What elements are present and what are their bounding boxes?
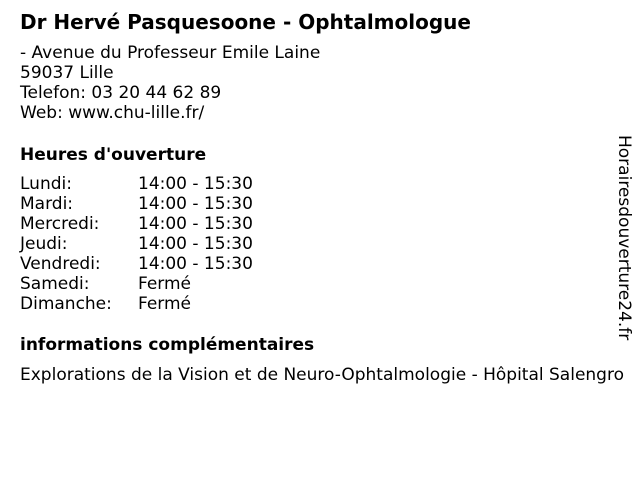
day-label: Mardi:: [20, 194, 74, 214]
site-watermark: Horairesdouverture24.fr: [614, 135, 634, 341]
hours-row-friday: [20, 254, 253, 274]
website: Web: www.chu-lille.fr/: [20, 103, 205, 123]
info-text: Explorations de la Vision et de Neuro-Ophtalmologie - Hôpital Salengro: [20, 365, 624, 385]
time-value: 14:00 - 15:30: [138, 174, 253, 194]
hours-row-monday: [20, 174, 253, 194]
hours-heading: Heures d'ouverture: [20, 145, 207, 165]
hours-row-thursday: [20, 234, 253, 254]
street-address: - Avenue du Professeur Emile Laine: [20, 43, 321, 63]
hours-row-sunday: [20, 294, 253, 314]
time-value: 14:00 - 15:30: [138, 194, 253, 214]
time-value: 14:00 - 15:30: [138, 254, 253, 274]
time-value: Fermé: [138, 274, 192, 294]
day-label: Jeudi:: [20, 234, 68, 254]
hours-row-saturday: [20, 274, 253, 294]
day-label: Mercredi:: [20, 214, 100, 234]
hours-row-wednesday: [20, 214, 253, 234]
opening-hours-table: [20, 174, 253, 314]
day-label: Lundi:: [20, 174, 72, 194]
day-label: Vendredi:: [20, 254, 101, 274]
time-value: 14:00 - 15:30: [138, 214, 253, 234]
day-label: Samedi:: [20, 274, 90, 294]
info-heading: informations complémentaires: [20, 335, 315, 355]
address-block: [20, 43, 320, 123]
phone-number: Telefon: 03 20 44 62 89: [20, 83, 222, 103]
time-value: Fermé: [138, 294, 192, 314]
city: 59037 Lille: [20, 63, 114, 83]
hours-row-tuesday: [20, 194, 253, 214]
page-title: Dr Hervé Pasquesoone - Ophtalmologue: [20, 10, 471, 34]
time-value: 14:00 - 15:30: [138, 234, 253, 254]
day-label: Dimanche:: [20, 294, 112, 314]
